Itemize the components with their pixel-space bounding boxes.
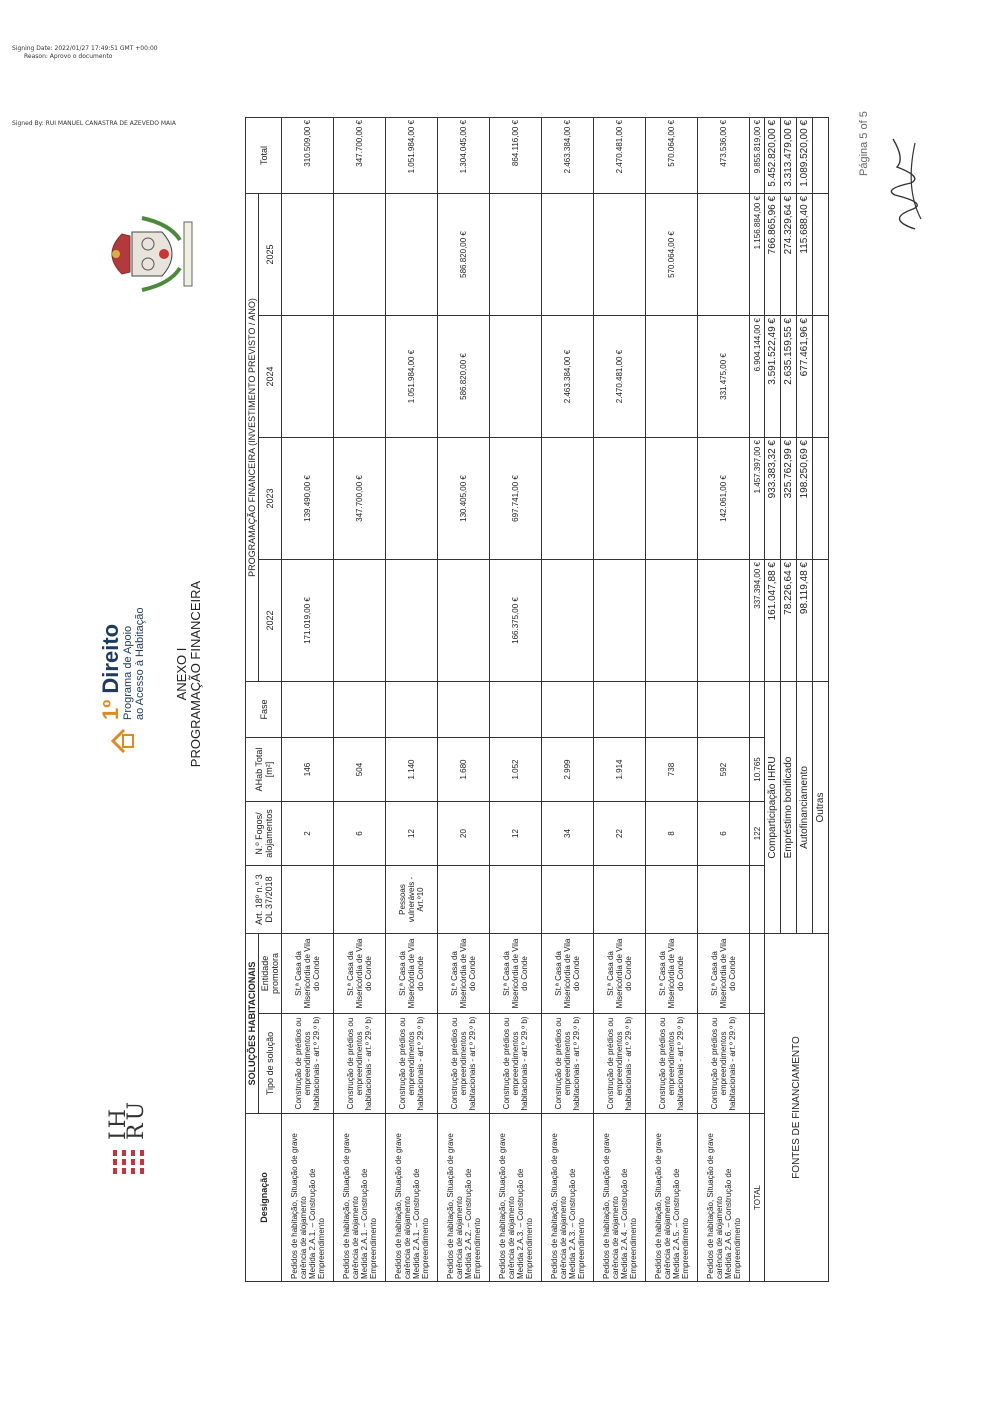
cell-tipo: Construção de prédios ou empreendimentos habitacionais - art.º 29.º b) — [698, 1014, 750, 1114]
table-row — [542, 117, 594, 1281]
cell-2022 — [438, 560, 490, 682]
cell-2025: 570.064,00 € — [646, 193, 698, 315]
funding-row — [765, 117, 781, 1281]
funding-2022: 161.047,88 € — [765, 560, 781, 682]
cell-fase — [282, 682, 334, 738]
cell-artigo — [490, 866, 542, 934]
total-label: TOTAL — [750, 1114, 765, 1282]
cell-artigo — [594, 866, 646, 934]
cell-total: 2.470.481,00 € — [594, 117, 646, 193]
funding-2023: 325.762,99 € — [781, 438, 797, 560]
table-row — [334, 117, 386, 1281]
cell-fogos: 6 — [334, 802, 386, 866]
designacao-text: Pedidos de habitação, Situação de grave carência de alojamento — [393, 1133, 412, 1279]
cell-2025 — [594, 193, 646, 315]
funding-2024: 3.591.522,49 € — [765, 316, 781, 438]
funding-name: Comparticipação IHRU — [765, 682, 781, 934]
header-programming-group: PROGRAMAÇÃO FINANCEIRA (INVESTIMENTO PREVISTO / ANO) — [246, 193, 259, 681]
header-ahab: AHab Total [m²] — [246, 738, 282, 802]
cell-2025 — [542, 193, 594, 315]
cell-2025 — [282, 193, 334, 315]
designacao-text: Pedidos de habitação, Situação de grave carência de alojamento — [289, 1133, 308, 1279]
medida-text: Medida 2.A.2. – Construção de Empreendimento — [463, 1168, 482, 1279]
cell-entidade: St.ª Casa da Misericórdia de Vila do Conde — [646, 934, 698, 1014]
funding-2022: 78.226,64 € — [781, 560, 797, 682]
funding-name: Autofinanciamento — [797, 682, 813, 934]
funding-2023: 198.250,69 € — [797, 438, 813, 560]
table-row — [438, 117, 490, 1281]
cell-tipo: Construção de prédios ou empreendimentos habitacionais - art.º 29.º b) — [334, 1014, 386, 1114]
cell-ahab: 146 — [282, 738, 334, 802]
cell-fase — [386, 682, 438, 738]
total-total: 9.855.819,00 € — [750, 117, 765, 193]
signing-reason: Reason: Aprovo o documento — [24, 52, 113, 60]
cell-2023 — [594, 438, 646, 560]
cell-total: 570.064,00 € — [646, 117, 698, 193]
cell-total: 864.116,00 € — [490, 117, 542, 193]
cell-artigo: Pessoas vulneráveis - Art.º10 — [386, 866, 438, 934]
signing-date: Signing Date: 2022/01/27 17:49:51 GMT +00:00 — [12, 45, 158, 52]
table-row — [646, 117, 698, 1281]
cell-total: 473.536,00 € — [698, 117, 750, 193]
cell-2023: 142.061,00 € — [698, 438, 750, 560]
cell-fase — [542, 682, 594, 738]
header-total: Total — [246, 117, 282, 193]
total-ahab: 10.765 — [750, 738, 765, 802]
total-2025: 1.156.884,00 € — [750, 193, 765, 315]
medida-text: Medida 2.A.5. – Construção de Empreendimento — [671, 1168, 690, 1279]
cell-fogos: 12 — [386, 802, 438, 866]
cell-2025: 586.820,00 € — [438, 193, 490, 315]
direito-sub1: Programa de Apoio — [122, 625, 134, 720]
cell-designacao — [698, 1114, 750, 1282]
funding-name: Outras — [813, 682, 829, 934]
cell-2025 — [698, 193, 750, 315]
cell-entidade: St.ª Casa da Misericórdia de Vila do Conde — [698, 934, 750, 1014]
cell-2024: 331.475,00 € — [698, 316, 750, 438]
cell-2022 — [386, 560, 438, 682]
designacao-text: Pedidos de habitação, Situação de grave carência de alojamento — [705, 1133, 724, 1279]
cell-fase — [594, 682, 646, 738]
medida-text: Medida 2.A.3. – Construção de Empreendimento — [567, 1168, 586, 1279]
cell-entidade: St.ª Casa da Misericórdia de Vila do Conde — [542, 934, 594, 1014]
funding-2025: 274.329,64 € — [781, 193, 797, 315]
cell-artigo — [698, 866, 750, 934]
cell-2022 — [594, 560, 646, 682]
cell-fase — [646, 682, 698, 738]
funding-2025: 766.865,96 € — [765, 193, 781, 315]
cell-designacao — [334, 1114, 386, 1282]
cell-2025 — [334, 193, 386, 315]
cell-tipo: Construção de prédios ou empreendimentos habitacionais - art.º 29.º b) — [594, 1014, 646, 1114]
header-solutions-group: SOLUÇÕES HABITACIONAIS — [246, 934, 259, 1114]
funding-2024: 677.461,96 € — [797, 316, 813, 438]
cell-designacao — [542, 1114, 594, 1282]
header-year-2025: 2025 — [259, 193, 282, 315]
cell-2024: 2.463.384,00 € — [542, 316, 594, 438]
medida-text: Medida 2.A.1. – Construção de Empreendimento — [359, 1168, 378, 1279]
funding-2023: 933.383,32 € — [765, 438, 781, 560]
cell-2023: 697.741,00 € — [490, 438, 542, 560]
cell-designacao — [490, 1114, 542, 1282]
cell-2024 — [490, 316, 542, 438]
funding-total: 1.089.520,00 € — [797, 117, 813, 193]
total-2022: 337.394,00 € — [750, 560, 765, 682]
cell-fogos: 8 — [646, 802, 698, 866]
cell-ahab: 738 — [646, 738, 698, 802]
header-year-2022: 2022 — [259, 560, 282, 682]
cell-ahab: 1.140 — [386, 738, 438, 802]
funding-name: Empréstimo bonificado — [781, 682, 797, 934]
funding-2025 — [813, 193, 829, 315]
medida-text: Medida 2.A.6. – Construção de Empreendimento — [723, 1168, 742, 1279]
cell-ahab: 1.914 — [594, 738, 646, 802]
total-2023: 1.457.397,00 € — [750, 438, 765, 560]
table-row — [594, 117, 646, 1281]
cell-tipo: Construção de prédios ou empreendimentos habitacionais - art.º 29.º b) — [438, 1014, 490, 1114]
funding-2023 — [813, 438, 829, 560]
cell-2023 — [542, 438, 594, 560]
cell-total: 1.051.984,00 € — [386, 117, 438, 193]
ihru-logo-top: IH — [106, 1106, 131, 1140]
designacao-text: Pedidos de habitação, Situação de grave carência de alojamento — [653, 1133, 672, 1279]
funding-total — [813, 117, 829, 193]
header-artigo: Art. 18º n.º 3 DL 37/2018 — [246, 866, 282, 934]
header-designacao: Designação — [246, 1114, 282, 1282]
cell-2022 — [646, 560, 698, 682]
cell-2022 — [334, 560, 386, 682]
house-icon — [110, 728, 136, 754]
cell-fase — [698, 682, 750, 738]
signature-icon — [875, 129, 935, 239]
cell-total: 2.463.384,00 € — [542, 117, 594, 193]
cell-entidade: St.ª Casa da Misericórdia de Vila do Conde — [282, 934, 334, 1014]
funding-label: FONTES DE FINANCIAMENTO — [765, 934, 829, 1282]
cell-fogos: 2 — [282, 802, 334, 866]
cell-artigo — [282, 866, 334, 934]
cell-total: 1.304.045,00 € — [438, 117, 490, 193]
cell-2023: 130.405,00 € — [438, 438, 490, 560]
cell-designacao — [438, 1114, 490, 1282]
cell-ahab: 1.052 — [490, 738, 542, 802]
cell-tipo: Construção de prédios ou empreendimentos habitacionais - art.º 29.º b) — [542, 1014, 594, 1114]
header-fase: Fase — [246, 682, 282, 738]
funding-2025: 115.688,40 € — [797, 193, 813, 315]
medida-text: Medida 2.A.1. – Construção de Empreendimento — [307, 1168, 326, 1279]
table-row — [490, 117, 542, 1281]
header-year-2024: 2024 — [259, 316, 282, 438]
direito-sub2: ao Acesso à Habitação — [134, 607, 146, 720]
cell-artigo — [334, 866, 386, 934]
cell-total: 347.700,00 € — [334, 117, 386, 193]
cell-tipo: Construção de prédios ou empreendimentos habitacionais - art.º 29.º b) — [646, 1014, 698, 1114]
cell-fogos: 22 — [594, 802, 646, 866]
cell-2024 — [282, 316, 334, 438]
header-fogos: N.º Fogos/ alojamentos — [246, 802, 282, 866]
financial-programming-table — [245, 117, 829, 1282]
cell-designacao — [594, 1114, 646, 1282]
designacao-text: Pedidos de habitação, Situação de grave carência de alojamento — [601, 1133, 620, 1279]
cell-ahab: 1.680 — [438, 738, 490, 802]
designacao-text: Pedidos de habitação, Situação de grave carência de alojamento — [445, 1133, 464, 1279]
funding-2022 — [813, 560, 829, 682]
cell-fase — [334, 682, 386, 738]
cell-entidade: St.ª Casa da Misericórdia de Vila do Conde — [334, 934, 386, 1014]
table-row — [282, 117, 334, 1281]
direito-logo — [100, 607, 146, 754]
cell-fogos: 6 — [698, 802, 750, 866]
cell-fase — [490, 682, 542, 738]
cell-fase — [438, 682, 490, 738]
direito-brand: Direito — [98, 623, 123, 694]
cell-entidade: St.ª Casa da Misericórdia de Vila do Conde — [386, 934, 438, 1014]
cell-tipo: Construção de prédios ou empreendimentos habitacionais - art.º 29.º b) — [490, 1014, 542, 1114]
cell-2022: 166.375,00 € — [490, 560, 542, 682]
municipal-crest-icon — [100, 214, 210, 294]
cell-designacao — [646, 1114, 698, 1282]
cell-2022 — [542, 560, 594, 682]
cell-2024 — [334, 316, 386, 438]
cell-tipo: Construção de prédios ou empreendimentos habitacionais - art.º 29.º b) — [282, 1014, 334, 1114]
header-year-2023: 2023 — [259, 438, 282, 560]
ihru-logo — [106, 1098, 149, 1174]
total-fogos: 122 — [750, 802, 765, 866]
cell-entidade: St.ª Casa da Misericórdia de Vila do Conde — [438, 934, 490, 1014]
cell-2025 — [490, 193, 542, 315]
header-entidade: Entidade promotora — [259, 934, 282, 1014]
medida-text: Medida 2.A.1. – Construção de Empreendimento — [411, 1168, 430, 1279]
cell-2022 — [698, 560, 750, 682]
annex-title: PROGRAMAÇÃO FINANCEIRA — [188, 580, 203, 768]
cell-2024: 1.051.984,00 € — [386, 316, 438, 438]
cell-2024 — [646, 316, 698, 438]
cell-artigo — [438, 866, 490, 934]
designacao-text: Pedidos de habitação, Situação de grave carência de alojamento — [341, 1133, 360, 1279]
funding-total: 5.452.820,00 € — [765, 117, 781, 193]
cell-entidade: St.ª Casa da Misericórdia de Vila do Conde — [490, 934, 542, 1014]
total-row — [750, 117, 765, 1281]
cell-2024: 2.470.481,00 € — [594, 316, 646, 438]
funding-total: 3.313.479,00 € — [781, 117, 797, 193]
designacao-text: Pedidos de habitação, Situação de grave carência de alojamento — [549, 1133, 568, 1279]
cell-2025 — [386, 193, 438, 315]
cell-entidade: St.ª Casa da Misericórdia de Vila do Conde — [594, 934, 646, 1014]
total-2024: 6.904.144,00 € — [750, 316, 765, 438]
cell-2023: 139.490,00 € — [282, 438, 334, 560]
table-row — [386, 117, 438, 1281]
medida-text: Medida 2.A.4. – Construção de Empreendimento — [619, 1168, 638, 1279]
cell-designacao — [282, 1114, 334, 1282]
funding-2022: 98.119,48 € — [797, 560, 813, 682]
signed-by: Signed By: RUI MANUEL CANASTRA DE AZEVEDO MAIA — [12, 120, 177, 127]
designacao-text: Pedidos de habitação, Situação de grave carência de alojamento — [497, 1133, 516, 1279]
header-tipo: Tipo de solução — [259, 1014, 282, 1114]
cell-2023 — [646, 438, 698, 560]
cell-total: 310.509,00 € — [282, 117, 334, 193]
medida-text: Medida 2.A.3. – Construção de Empreendimento — [515, 1168, 534, 1279]
table-row — [698, 117, 750, 1281]
page-number: Página 5 of 5 — [858, 111, 870, 176]
annex-label: ANEXO I — [174, 647, 189, 701]
cell-fogos: 20 — [438, 802, 490, 866]
cell-2023: 347.700,00 € — [334, 438, 386, 560]
cell-artigo — [542, 866, 594, 934]
cell-ahab: 504 — [334, 738, 386, 802]
cell-ahab: 2.999 — [542, 738, 594, 802]
direito-prefix: 1º — [98, 699, 123, 720]
cell-designacao — [386, 1114, 438, 1282]
cell-tipo: Construção de prédios ou empreendimentos habitacionais - art.º 29.º b) — [386, 1014, 438, 1114]
cell-fogos: 34 — [542, 802, 594, 866]
ihru-bars-icon — [113, 1150, 144, 1174]
funding-2024: 2.635.159,55 € — [781, 316, 797, 438]
ihru-logo-bottom: RU — [124, 1098, 149, 1140]
cell-2023 — [386, 438, 438, 560]
cell-ahab: 592 — [698, 738, 750, 802]
cell-2024: 586.820,00 € — [438, 316, 490, 438]
funding-2024 — [813, 316, 829, 438]
cell-2022: 171.019,00 € — [282, 560, 334, 682]
cell-artigo — [646, 866, 698, 934]
annex-heading — [175, 554, 203, 794]
cell-fogos: 12 — [490, 802, 542, 866]
